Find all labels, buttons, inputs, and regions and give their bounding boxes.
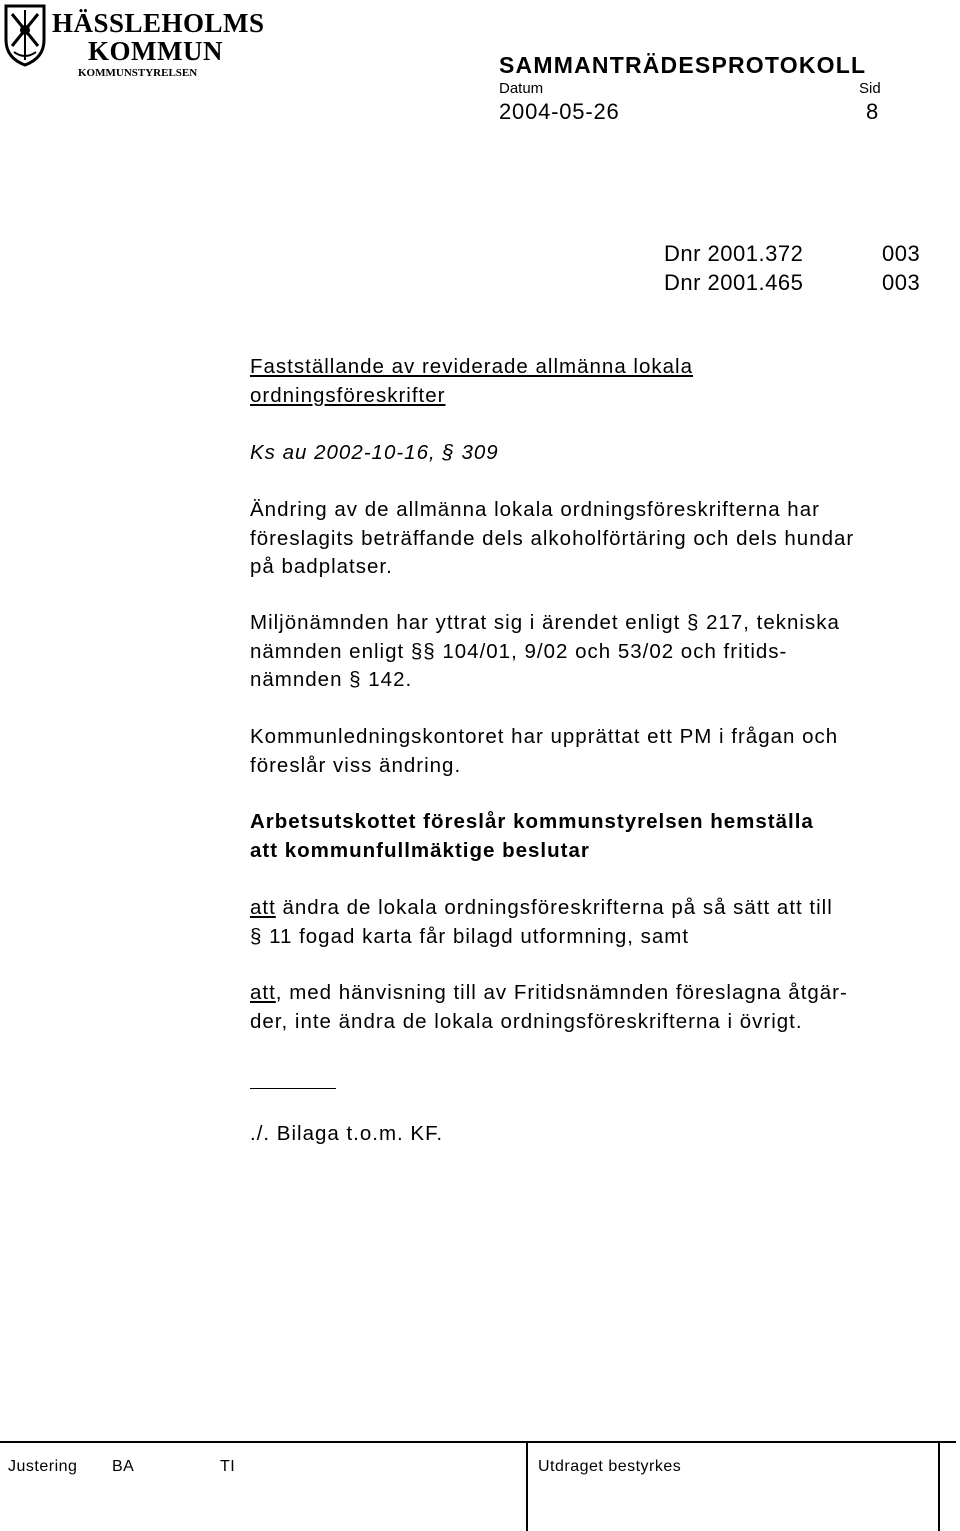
date-label: Datum bbox=[499, 80, 544, 97]
footer-divider bbox=[526, 1441, 528, 1531]
certify-label: Utdraget bestyrkes bbox=[538, 1458, 682, 1475]
separator-line bbox=[250, 1088, 336, 1089]
justering-initials: BA bbox=[112, 1458, 135, 1475]
attachment-note: ./. Bilaga t.o.m. KF. bbox=[250, 1122, 444, 1145]
page-label: Sid bbox=[859, 80, 881, 97]
footer-divider bbox=[938, 1441, 940, 1531]
meeting-date: 2004-05-26 bbox=[499, 99, 620, 124]
paragraph-background: Ändring av de allmänna lokala ordningsföreskrifterna har föreslagits beträffande dels alkoholförtäring och dels hundar på badplatser. bbox=[250, 498, 855, 578]
municipality-logo bbox=[2, 2, 265, 82]
committee-reference: Ks au 2002-10-16, § 309 bbox=[250, 441, 499, 464]
decision-point-1: att ändra de lokala ordningsföreskrifterna på så sätt att till § 11 fogad karta får bilagd utformning, samt bbox=[250, 896, 833, 948]
diary-number-row bbox=[664, 240, 921, 268]
justering-label: Justering bbox=[8, 1458, 78, 1475]
footer-rule bbox=[0, 1441, 956, 1443]
page-number: 8 bbox=[866, 99, 879, 124]
diary-code: 003 bbox=[882, 241, 921, 266]
justering-initials: TI bbox=[220, 1458, 236, 1475]
diary-number-row bbox=[664, 269, 921, 297]
diary-code: 003 bbox=[882, 270, 921, 295]
diary-number: Dnr 2001.465 bbox=[664, 270, 804, 295]
paragraph-statements: Miljönämnden har yttrat sig i ärendet enligt § 217, tekniska nämnden enligt §§ 104/01, 9/02 och 53/02 och fritids- nämnden § 142. bbox=[250, 611, 840, 691]
org-department: KOMMUNSTYRELSEN bbox=[78, 67, 198, 79]
document-title: SAMMANTRÄDESPROTOKOLL bbox=[499, 52, 867, 78]
paragraph-memo: Kommunledningskontoret har upprättat ett PM i frågan och föreslår viss ändring. bbox=[250, 725, 839, 777]
proposal-heading: Arbetsutskottet föreslår kommunstyrelsen hemställa att kommunfullmäktige beslutar bbox=[250, 810, 814, 862]
org-name-line2: KOMMUN bbox=[88, 36, 223, 66]
decision-point-2: att, med hänvisning till av Fritidsnämnden föreslagna åtgär- der, inte ändra de lokala ordningsföreskrifterna i övrigt. bbox=[250, 981, 848, 1033]
org-name-line1: HÄSSLEHOLMS bbox=[52, 8, 265, 38]
coat-of-arms-icon bbox=[2, 2, 48, 68]
item-title: Fastställande av reviderade allmänna lokala ordningsföreskrifter bbox=[250, 355, 693, 407]
diary-number: Dnr 2001.372 bbox=[664, 241, 804, 266]
